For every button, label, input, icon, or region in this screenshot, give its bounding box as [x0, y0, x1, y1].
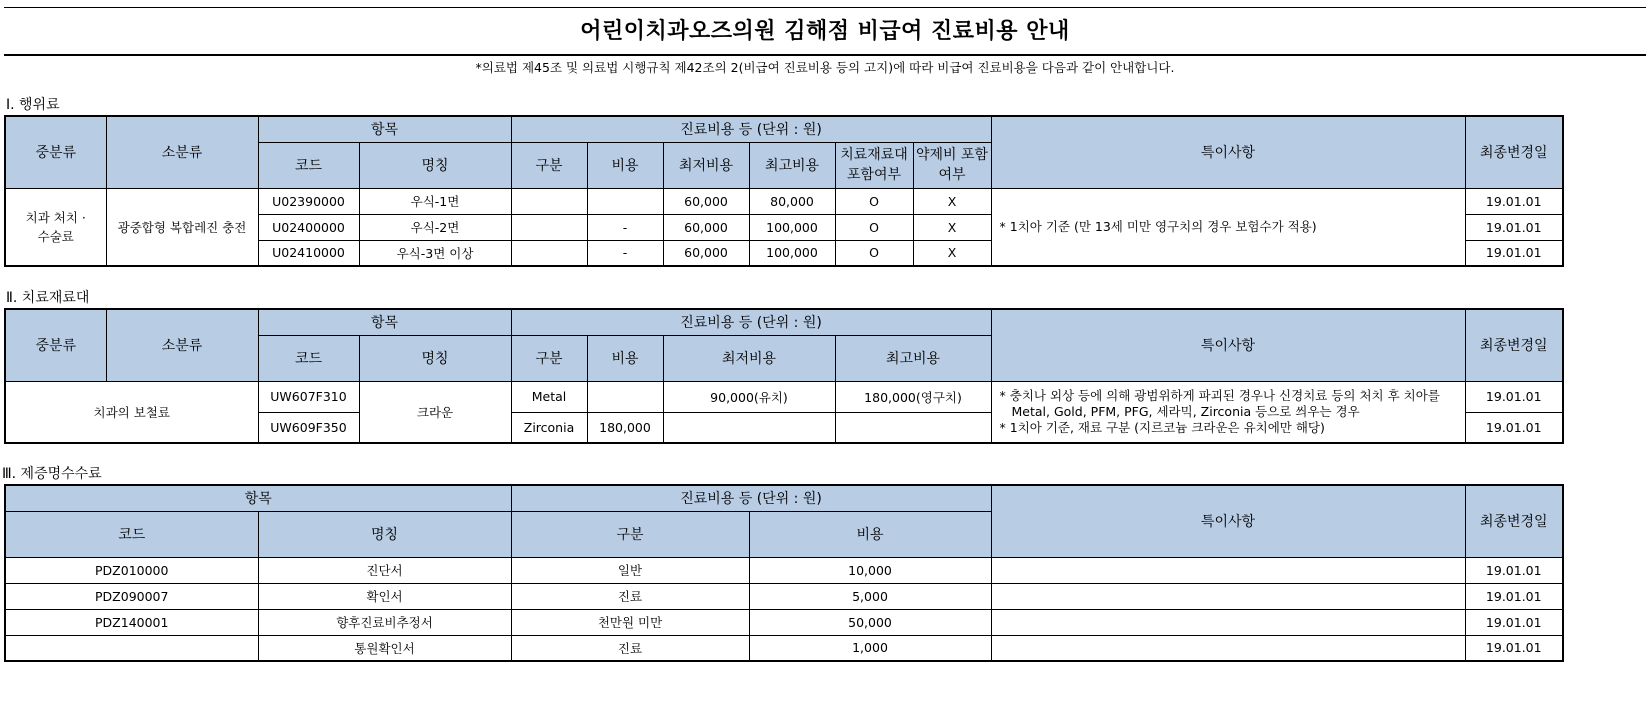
- cell-code: U02390000: [258, 188, 359, 214]
- header-mid: 중분류: [5, 116, 106, 188]
- cell-cost: 1,000: [749, 635, 991, 661]
- header-date: 최종변경일: [1465, 485, 1563, 557]
- cell-date: 19.01.01: [1465, 583, 1563, 609]
- header-name: 명칭: [258, 511, 511, 557]
- header-name: 명칭: [359, 142, 511, 188]
- cell-sub: 광중합형 복합레진 충전: [106, 188, 258, 266]
- legal-notice: *의료법 제45조 및 의료법 시행규칙 제42조의 2(비급여 진료비용 등의 고지)에 따라 비급여 진료비용을 다음과 같이 안내합니다.: [475, 60, 1175, 75]
- section-3-title: Ⅲ. 제증명수수료: [2, 466, 102, 482]
- cell-name: 크라운: [359, 381, 511, 443]
- header-item: 항목: [258, 309, 511, 335]
- cell-type: [511, 240, 587, 266]
- header-item: 항목: [258, 116, 511, 142]
- header-note: 특이사항: [991, 485, 1465, 557]
- cell-date: 19.01.01: [1465, 381, 1563, 412]
- cell-max: 100,000: [749, 214, 835, 240]
- cell-name: 확인서: [258, 583, 511, 609]
- cell-code: PDZ140001: [5, 609, 258, 635]
- cell-date: 19.01.01: [1465, 557, 1563, 583]
- top-rule: [4, 7, 1646, 8]
- cell-mid: 치과의 보철료: [5, 381, 258, 443]
- cell-code: PDZ090007: [5, 583, 258, 609]
- cell-code: UW609F350: [258, 412, 359, 443]
- cell-code: U02410000: [258, 240, 359, 266]
- cell-note: [991, 557, 1465, 583]
- cell-name: 우식-1면: [359, 188, 511, 214]
- header-code: 코드: [258, 142, 359, 188]
- header-sub: 소분류: [106, 309, 258, 381]
- section-3-table: [4, 484, 1564, 662]
- header-type: 구분: [511, 335, 587, 381]
- cell-min: [663, 412, 835, 443]
- cell-drug: X: [913, 240, 991, 266]
- cell-max: 80,000: [749, 188, 835, 214]
- cell-note: * 1치아 기준 (만 13세 미만 영구치의 경우 보험수가 적용): [991, 188, 1465, 266]
- header-note: 특이사항: [991, 309, 1465, 381]
- cell-name: 통원확인서: [258, 635, 511, 661]
- cell-cost: [587, 188, 663, 214]
- table-row: [5, 557, 1563, 583]
- table-row: [5, 609, 1563, 635]
- header-cost: 비용: [749, 511, 991, 557]
- cell-mid: 치과 처치 · 수술료: [5, 188, 106, 266]
- header-name: 명칭: [359, 335, 511, 381]
- header-cost-group: 진료비용 등 (단위 : 원): [511, 116, 991, 142]
- cell-note: [991, 381, 1465, 443]
- cell-name: 진단서: [258, 557, 511, 583]
- header-drug-included: 약제비 포함 여부: [913, 142, 991, 188]
- cell-type: [511, 214, 587, 240]
- cell-name: 우식-3면 이상: [359, 240, 511, 266]
- cell-mat: O: [835, 214, 913, 240]
- cell-date: 19.01.01: [1465, 635, 1563, 661]
- cell-date: 19.01.01: [1465, 609, 1563, 635]
- cell-min: 90,000(유치): [663, 381, 835, 412]
- cell-date: 19.01.01: [1465, 214, 1563, 240]
- cell-cost: -: [587, 214, 663, 240]
- cell-drug: X: [913, 214, 991, 240]
- note-line-1: * 충치나 외상 등에 의해 광범위하게 파괴된 경우나 신경치료 등의 처치 후 치아를 Metal, Gold, PFM, PFG, 세라믹, Zirconia 등으로 씌우는 경우: [999, 387, 1440, 419]
- cell-cost: -: [587, 240, 663, 266]
- header-date: 최종변경일: [1465, 116, 1563, 188]
- header-material-included: 치료재료대 포함여부: [835, 142, 913, 188]
- cell-note: [991, 609, 1465, 635]
- header-cost-group: 진료비용 등 (단위 : 원): [511, 485, 991, 511]
- cell-type: Zirconia: [511, 412, 587, 443]
- header-type: 구분: [511, 511, 749, 557]
- header-note: 특이사항: [991, 116, 1465, 188]
- table-row: [5, 583, 1563, 609]
- table-row: [5, 381, 1563, 412]
- header-mid: 중분류: [5, 309, 106, 381]
- header-cost: 비용: [587, 142, 663, 188]
- cell-cost: 10,000: [749, 557, 991, 583]
- cell-max: 180,000(영구치): [835, 381, 991, 412]
- cell-note: [991, 635, 1465, 661]
- cell-note: [991, 583, 1465, 609]
- cell-cost: 50,000: [749, 609, 991, 635]
- header-code: 코드: [5, 511, 258, 557]
- header-date: 최종변경일: [1465, 309, 1563, 381]
- header-min: 최저비용: [663, 142, 749, 188]
- page-title: 어린이치과오즈의원 김해점 비급여 진료비용 안내: [580, 19, 1070, 44]
- cell-cost: 5,000: [749, 583, 991, 609]
- table-row: [5, 635, 1563, 661]
- cell-type: 진료: [511, 635, 749, 661]
- header-max: 최고비용: [749, 142, 835, 188]
- header-max: 최고비용: [835, 335, 991, 381]
- cell-date: 19.01.01: [1465, 188, 1563, 214]
- cell-code: UW607F310: [258, 381, 359, 412]
- cell-cost: [587, 381, 663, 412]
- cell-min: 60,000: [663, 188, 749, 214]
- note-line-2: * 1치아 기준, 재료 구분 (지르코늄 크라운은 유치에만 해당): [999, 419, 1325, 435]
- header-cost: 비용: [587, 335, 663, 381]
- cell-type: 천만원 미만: [511, 609, 749, 635]
- cell-cost: 180,000: [587, 412, 663, 443]
- header-type: 구분: [511, 142, 587, 188]
- section-1-title: Ⅰ. 행위료: [6, 97, 60, 113]
- cell-name: 우식-2면: [359, 214, 511, 240]
- cell-type: 진료: [511, 583, 749, 609]
- cell-type: [511, 188, 587, 214]
- header-code: 코드: [258, 335, 359, 381]
- header-item: 항목: [5, 485, 511, 511]
- table-row: [5, 188, 1563, 214]
- cell-type: Metal: [511, 381, 587, 412]
- cell-mat: O: [835, 240, 913, 266]
- section-1-table: [4, 115, 1564, 267]
- header-min: 최저비용: [663, 335, 835, 381]
- cell-type: 일반: [511, 557, 749, 583]
- cell-code: [5, 635, 258, 661]
- cell-date: 19.01.01: [1465, 240, 1563, 266]
- cell-min: 60,000: [663, 240, 749, 266]
- header-cost-group: 진료비용 등 (단위 : 원): [511, 309, 991, 335]
- cell-max: 100,000: [749, 240, 835, 266]
- title-rule: [4, 54, 1646, 56]
- cell-name: 향후진료비추정서: [258, 609, 511, 635]
- cell-mat: O: [835, 188, 913, 214]
- cell-code: U02400000: [258, 214, 359, 240]
- cell-code: PDZ010000: [5, 557, 258, 583]
- cell-max: [835, 412, 991, 443]
- section-2-title: Ⅱ. 치료재료대: [6, 290, 90, 306]
- section-2-table: [4, 308, 1564, 444]
- cell-drug: X: [913, 188, 991, 214]
- cell-date: 19.01.01: [1465, 412, 1563, 443]
- cell-min: 60,000: [663, 214, 749, 240]
- header-sub: 소분류: [106, 116, 258, 188]
